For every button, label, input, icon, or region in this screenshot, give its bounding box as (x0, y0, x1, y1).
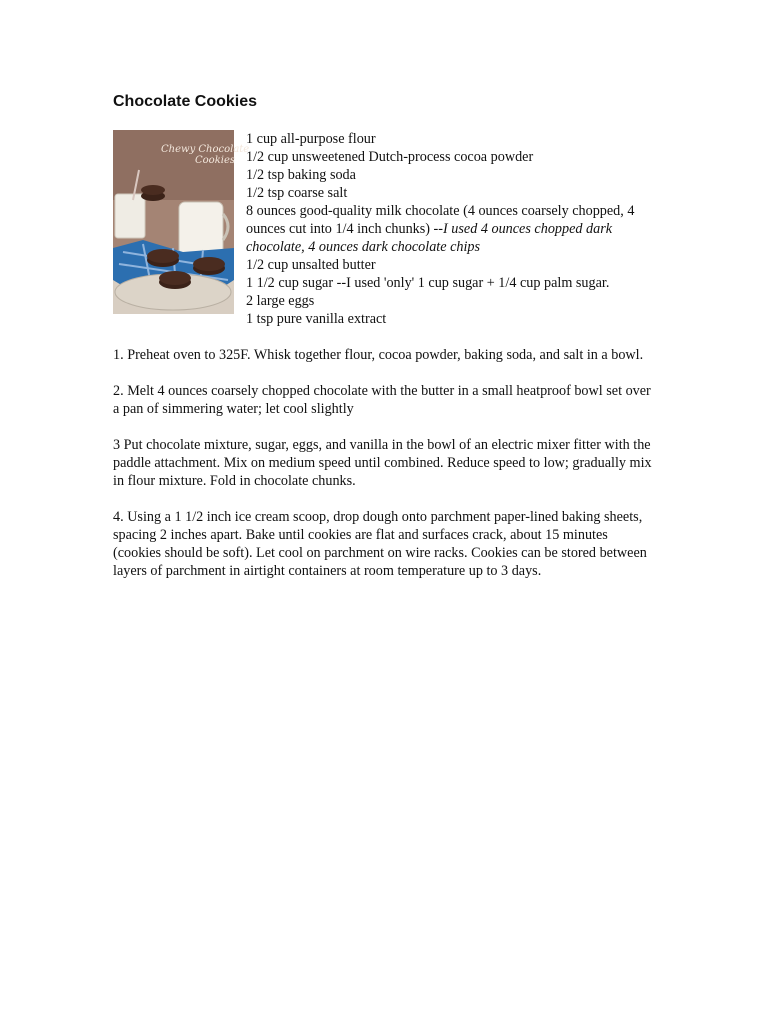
ingredients-list (246, 130, 666, 328)
ingredients-section (113, 130, 658, 330)
recipe-title: Chocolate Cookies (113, 93, 258, 110)
instruction-step-4: 4. Using a 1 1/2 inch ice cream scoop, drop dough onto parchment paper-lined baking sheets, spacing 2 inches apart. Bake until cookies are flat and surfaces crack, about 15 minutes (cookies should be soft). Let cool on parchment on wire racks. Cookies can be stored between layers of parchment in airtight containers at room temperature up to 3 days. (113, 509, 647, 579)
photo-caption-line-1: Chewy Chocolate (161, 144, 250, 155)
chocolate-note: I used 4 ounces chopped dark chocolate, 4 ounces dark chocolate chips (246, 221, 613, 255)
ingredient-item: 1/2 tsp coarse salt (246, 185, 348, 201)
instruction-step-2: 2. Melt 4 ounces coarsely chopped chocolate with the butter in a small heatproof bowl set over a pan of simmering water; let cool slightly (113, 383, 651, 417)
ingredient-item: 1/2 tsp baking soda (246, 167, 356, 183)
ingredient-item: 1 1/2 cup sugar --I used 'only' 1 cup sugar + 1/4 cup palm sugar. (246, 275, 610, 291)
cookies-photo-illustration (113, 130, 250, 314)
chocolate-text: 8 ounces good-quality milk chocolate (4 ounces coarsely chopped, 4 ounces cut into 1/4 inch chunks) -- (246, 203, 635, 237)
instruction-step-3: 3 Put chocolate mixture, sugar, eggs, and vanilla in the bowl of an electric mixer fitter with the paddle attachment. Mix on medium speed until combined. Reduce speed to low; gradually mix in flour mixture. Fold in chocolate chunks. (113, 437, 652, 489)
ingredient-item: 2 large eggs (246, 293, 315, 309)
ingredient-item: 1 cup all-purpose flour (246, 131, 376, 147)
cookies-photo (113, 130, 250, 314)
ingredient-item: 1 tsp pure vanilla extract (246, 311, 387, 327)
photo-caption-line-2: Cookies (195, 155, 235, 166)
instructions (113, 346, 658, 580)
ingredient-item: 1/2 cup unsalted butter (246, 257, 376, 273)
ingredient-item-chocolate (246, 202, 666, 256)
ingredient-item: 1/2 cup unsweetened Dutch-process cocoa powder (246, 149, 534, 165)
instruction-step-1: 1. Preheat oven to 325F. Whisk together flour, cocoa powder, baking soda, and salt in a bowl. (113, 347, 644, 363)
recipe-document (113, 92, 658, 598)
